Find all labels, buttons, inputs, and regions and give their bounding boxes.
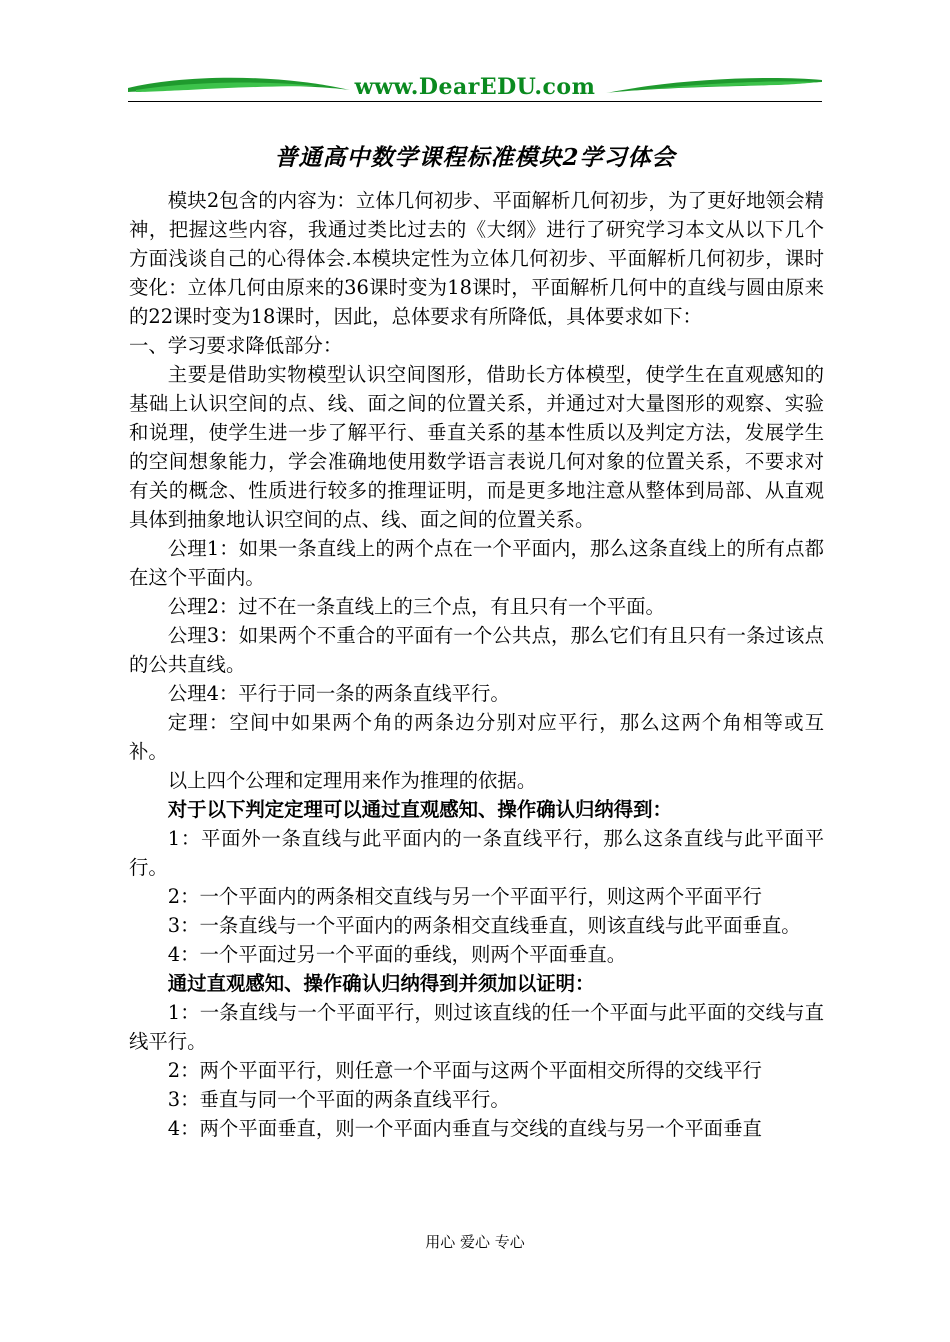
criterion-1: 1：平面外一条直线与此平面内的一条直线平行，那么这条直线与此平面平行。 [129,827,824,879]
theorem: 定理：空间中如果两个角的两条边分别对应平行，那么这两个角相等或互补。 [129,711,824,763]
criterion-3: 3：一条直线与一个平面内的两条相交直线垂直，则该直线与此平面垂直。 [167,914,801,937]
section-heading-reduced-requirements: 一、学习要求降低部分： [129,334,343,357]
paragraph-main-description: 主要是借助实物模型认识空间图形，借助长方体模型，使学生在直观感知的基础上认识空间的点、线、面之间的位置关系，并通过对大量图形的观察、实验和说理，使学生进一步了解平行、垂直关系的基本性质以及判定方法，发展学生的空间想象能力，学会准确地使用数学语言表说几何对象的位置关系，不要求对有关的概念、性质进行较多的推理证明，而是更多地注意从整体到局部、从直观具体到抽象地认识空间的点、线、面之间的位置关系。 [129,363,824,531]
document-title: 普通高中数学课程标准模块2学习体会 [274,144,676,171]
header-divider [128,101,822,102]
property-4: 4：两个平面垂直，则一个平面内垂直与交线的直线与另一个平面垂直 [167,1117,762,1140]
property-2: 2：两个平面平行，则任意一个平面与这两个平面相交所得的交线平行 [167,1059,762,1082]
paragraph-intro: 模块2包含的内容为：立体几何初步、平面解析几何初步，为了更好地领会精神，把握这些内容，我通过类比过去的《大纲》进行了研究学习本文从以下几个方面浅谈自己的心得体会.本模块定性为立体几何初步、平面解析几何初步，课时变化：立体几何由原来的36课时变为18课时，平面解析几何中的直线与圆由原来的22课时变为18课时，因此，总体要求有所降低，具体要求如下： [129,189,824,328]
subheading-proof-required: 通过直观感知、操作确认归纳得到并须加以证明： [167,972,595,995]
site-header [128,70,822,104]
property-1: 1：一条直线与一个平面平行，则过该直线的任一个平面与此平面的交线与直线平行。 [129,1001,824,1053]
axiom-4: 公理4：平行于同一条的两条直线平行。 [167,682,510,705]
site-logo-text[interactable]: www.DearEDU.com [354,74,596,100]
subheading-intuitive-judgement: 对于以下判定定理可以通过直观感知、操作确认归纳得到： [167,798,672,821]
document-body [129,186,824,1143]
criterion-4: 4：一个平面过另一个平面的垂线，则两个平面垂直。 [167,943,627,966]
axiom-2: 公理2：过不在一条直线上的三个点，有且只有一个平面。 [167,595,665,618]
axiom-1: 公理1：如果一条直线上的两个点在一个平面内，那么这条直线上的所有点都在这个平面内。 [129,537,824,589]
criterion-2: 2：一个平面内的两条相交直线与另一个平面平行，则这两个平面平行 [167,885,762,908]
axioms-summary: 以上四个公理和定理用来作为推理的依据。 [167,769,537,792]
axiom-3: 公理3：如果两个不重合的平面有一个公共点，那么它们有且只有一条过该点的公共直线。 [129,624,824,676]
page-footer: 用心 爱心 专心 [425,1233,525,1251]
property-3: 3：垂直与同一个平面的两条直线平行。 [167,1088,510,1111]
